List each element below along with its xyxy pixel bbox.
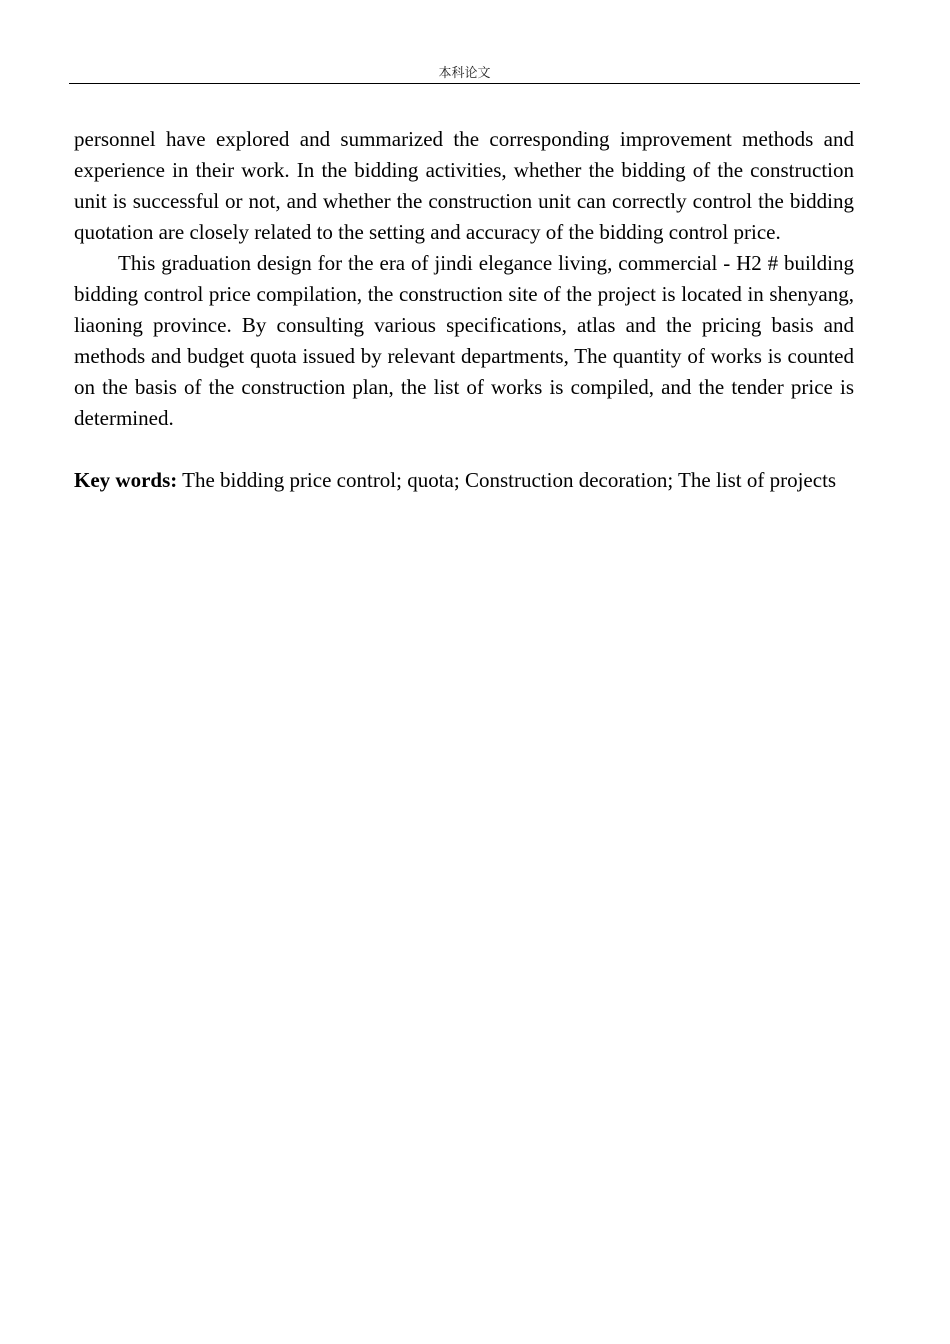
header-rule [69,83,860,84]
abstract-paragraph: personnel have explored and summarized the corresponding improvement methods and experience in their work. In the bidding activities, whether the bidding of the construction unit is successful or not, and whether the construction unit can correctly control the bidding quotation are closely related to the setting and accuracy of the bidding control price. [74,127,854,244]
keywords-line [74,465,854,496]
keywords-text: The bidding price control; quota; Construction decoration; The list of projects [177,468,837,492]
running-header: 本科论文 [438,66,491,81]
abstract-paragraph: This graduation design for the era of jindi elegance living, commercial - H2 # building bidding control price compilation, the construction site of the project is located in shenyang, liaoning province. By consulting various specifications, atlas and the pricing basis and methods and budget quota issued by relevant departments, The quantity of works is counted on the basis of the construction plan, the list of works is compiled, and the tender price is determined. [74,251,854,430]
keywords-label: Key words: [74,468,178,492]
abstract-content [74,124,854,496]
